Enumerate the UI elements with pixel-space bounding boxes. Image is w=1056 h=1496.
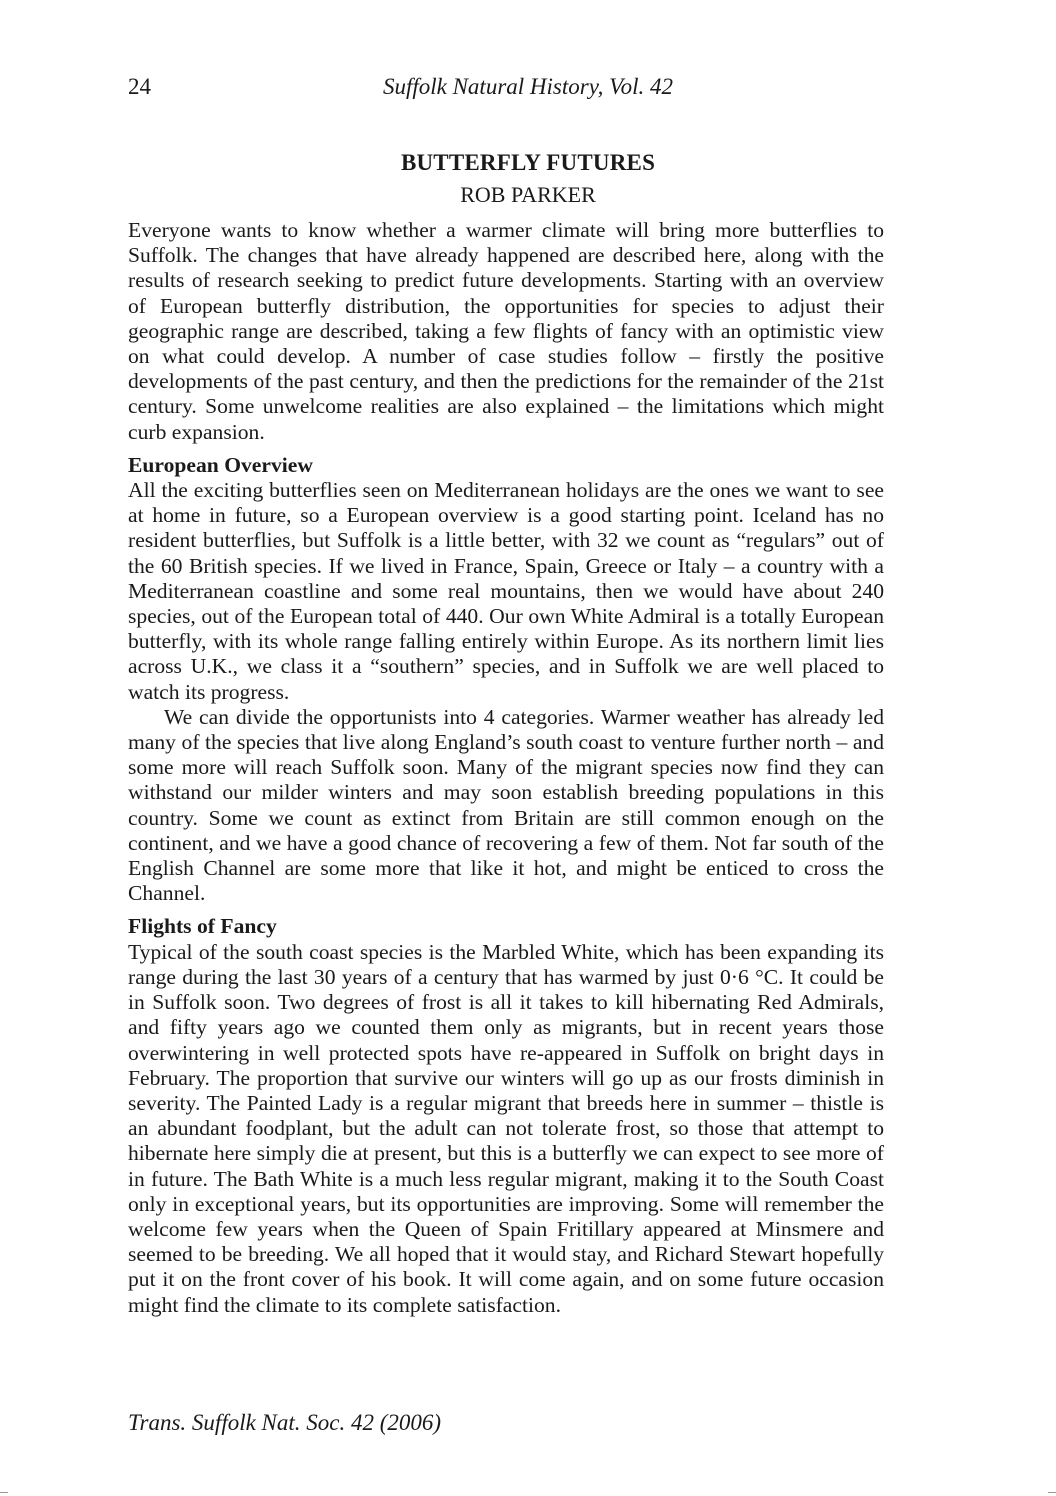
body-paragraph: We can divide the opportunists into 4 categories. Warmer weather has already led many of the species that live along England’s south coast to venture further north – and some more will reach Suffolk soon. Many of the migrant species now find they can withstand our milder winters and may soon establish breeding populations in this country. Some we count as extinct from Britain are still common enough on the continent, and we have a good chance of recovering a few of them. Not far south of the English Channel are some more that like it hot, and might be enticed to cross the Channel. bbox=[128, 704, 884, 906]
abstract-paragraph: Everyone wants to know whether a warmer climate will bring more butterflies to Suffolk. The changes that have already happened are described here, along with the results of research seeking to predict future developments. Starting with an overview of European butterfly distribution, the opportunities for species to adjust their geographic range are described, taking a few flights of fancy with an optimistic view on what could develop. A number of case studies follow – firstly the positive developments of the past century, and then the predictions for the remainder of the 21st century. Some unwelcome realities are also explained – the limitations which might curb expansion. bbox=[128, 218, 884, 444]
section-heading-european-overview: European Overview bbox=[128, 452, 313, 477]
article-author: ROB PARKER bbox=[460, 182, 596, 207]
crop-mark-left bbox=[0, 1492, 8, 1493]
article-body bbox=[128, 218, 884, 1318]
body-paragraph: Typical of the south coast species is the Marbled White, which has been expanding its range during the last 30 years of a century that has warmed by just 0·6 °C. It could be in Suffolk soon. Two degrees of frost is all it takes to kill hibernating Red Admirals, and fifty years ago we counted them only as migrants, but in recent years those overwintering in well protected spots have re-appeared in Suffolk on bright days in February. The proportion that survive our winters will go up as our frosts diminish in severity. The Painted Lady is a regular migrant that breeds here in summer – thistle is an abundant foodplant, but the adult can not tolerate frost, so those that attempt to hibernate here simply die at present, but this is a butterfly we can expect to see more of in future. The Bath White is a much less regular migrant, making it to the South Coast only in exceptional years, but its opportunities are improving. Some will remember the welcome few years when the Queen of Spain Fritillary appeared at Minsmere and seemed to be breeding. We all hoped that it would stay, and Richard Stewart hopefully put it on the front cover of his book. It will come again, and on some future occasion might find the climate to its complete satisfaction. bbox=[128, 939, 884, 1317]
footer-citation: Trans. Suffolk Nat. Soc. 42 (2006) bbox=[128, 1410, 442, 1435]
running-title: Suffolk Natural History, Vol. 42 bbox=[382, 74, 674, 99]
body-paragraph: All the exciting butterflies seen on Mediterranean holidays are the ones we want to see at home in future, so a European overview is a good starting point. Iceland has no resident butterflies, but Suffolk is a little better, with 32 we count as “regulars” out of the 60 British species. If we lived in France, Spain, Greece or Italy – a country with a Mediterranean coastline and some real mountains, then we would have about 240 species, out of the European total of 440. Our own White Admiral is a totally European butterfly, with its whole range falling entirely within Europe. As its northern limit lies across U.K., we class it a “southern” species, and in Suffolk we are well placed to watch its progress. bbox=[128, 478, 884, 704]
page-number: 24 bbox=[128, 74, 151, 99]
article-title: BUTTERFLY FUTURES bbox=[400, 150, 656, 175]
crop-mark-right bbox=[1048, 1492, 1056, 1493]
section-heading-flights-of-fancy: Flights of Fancy bbox=[128, 914, 277, 939]
